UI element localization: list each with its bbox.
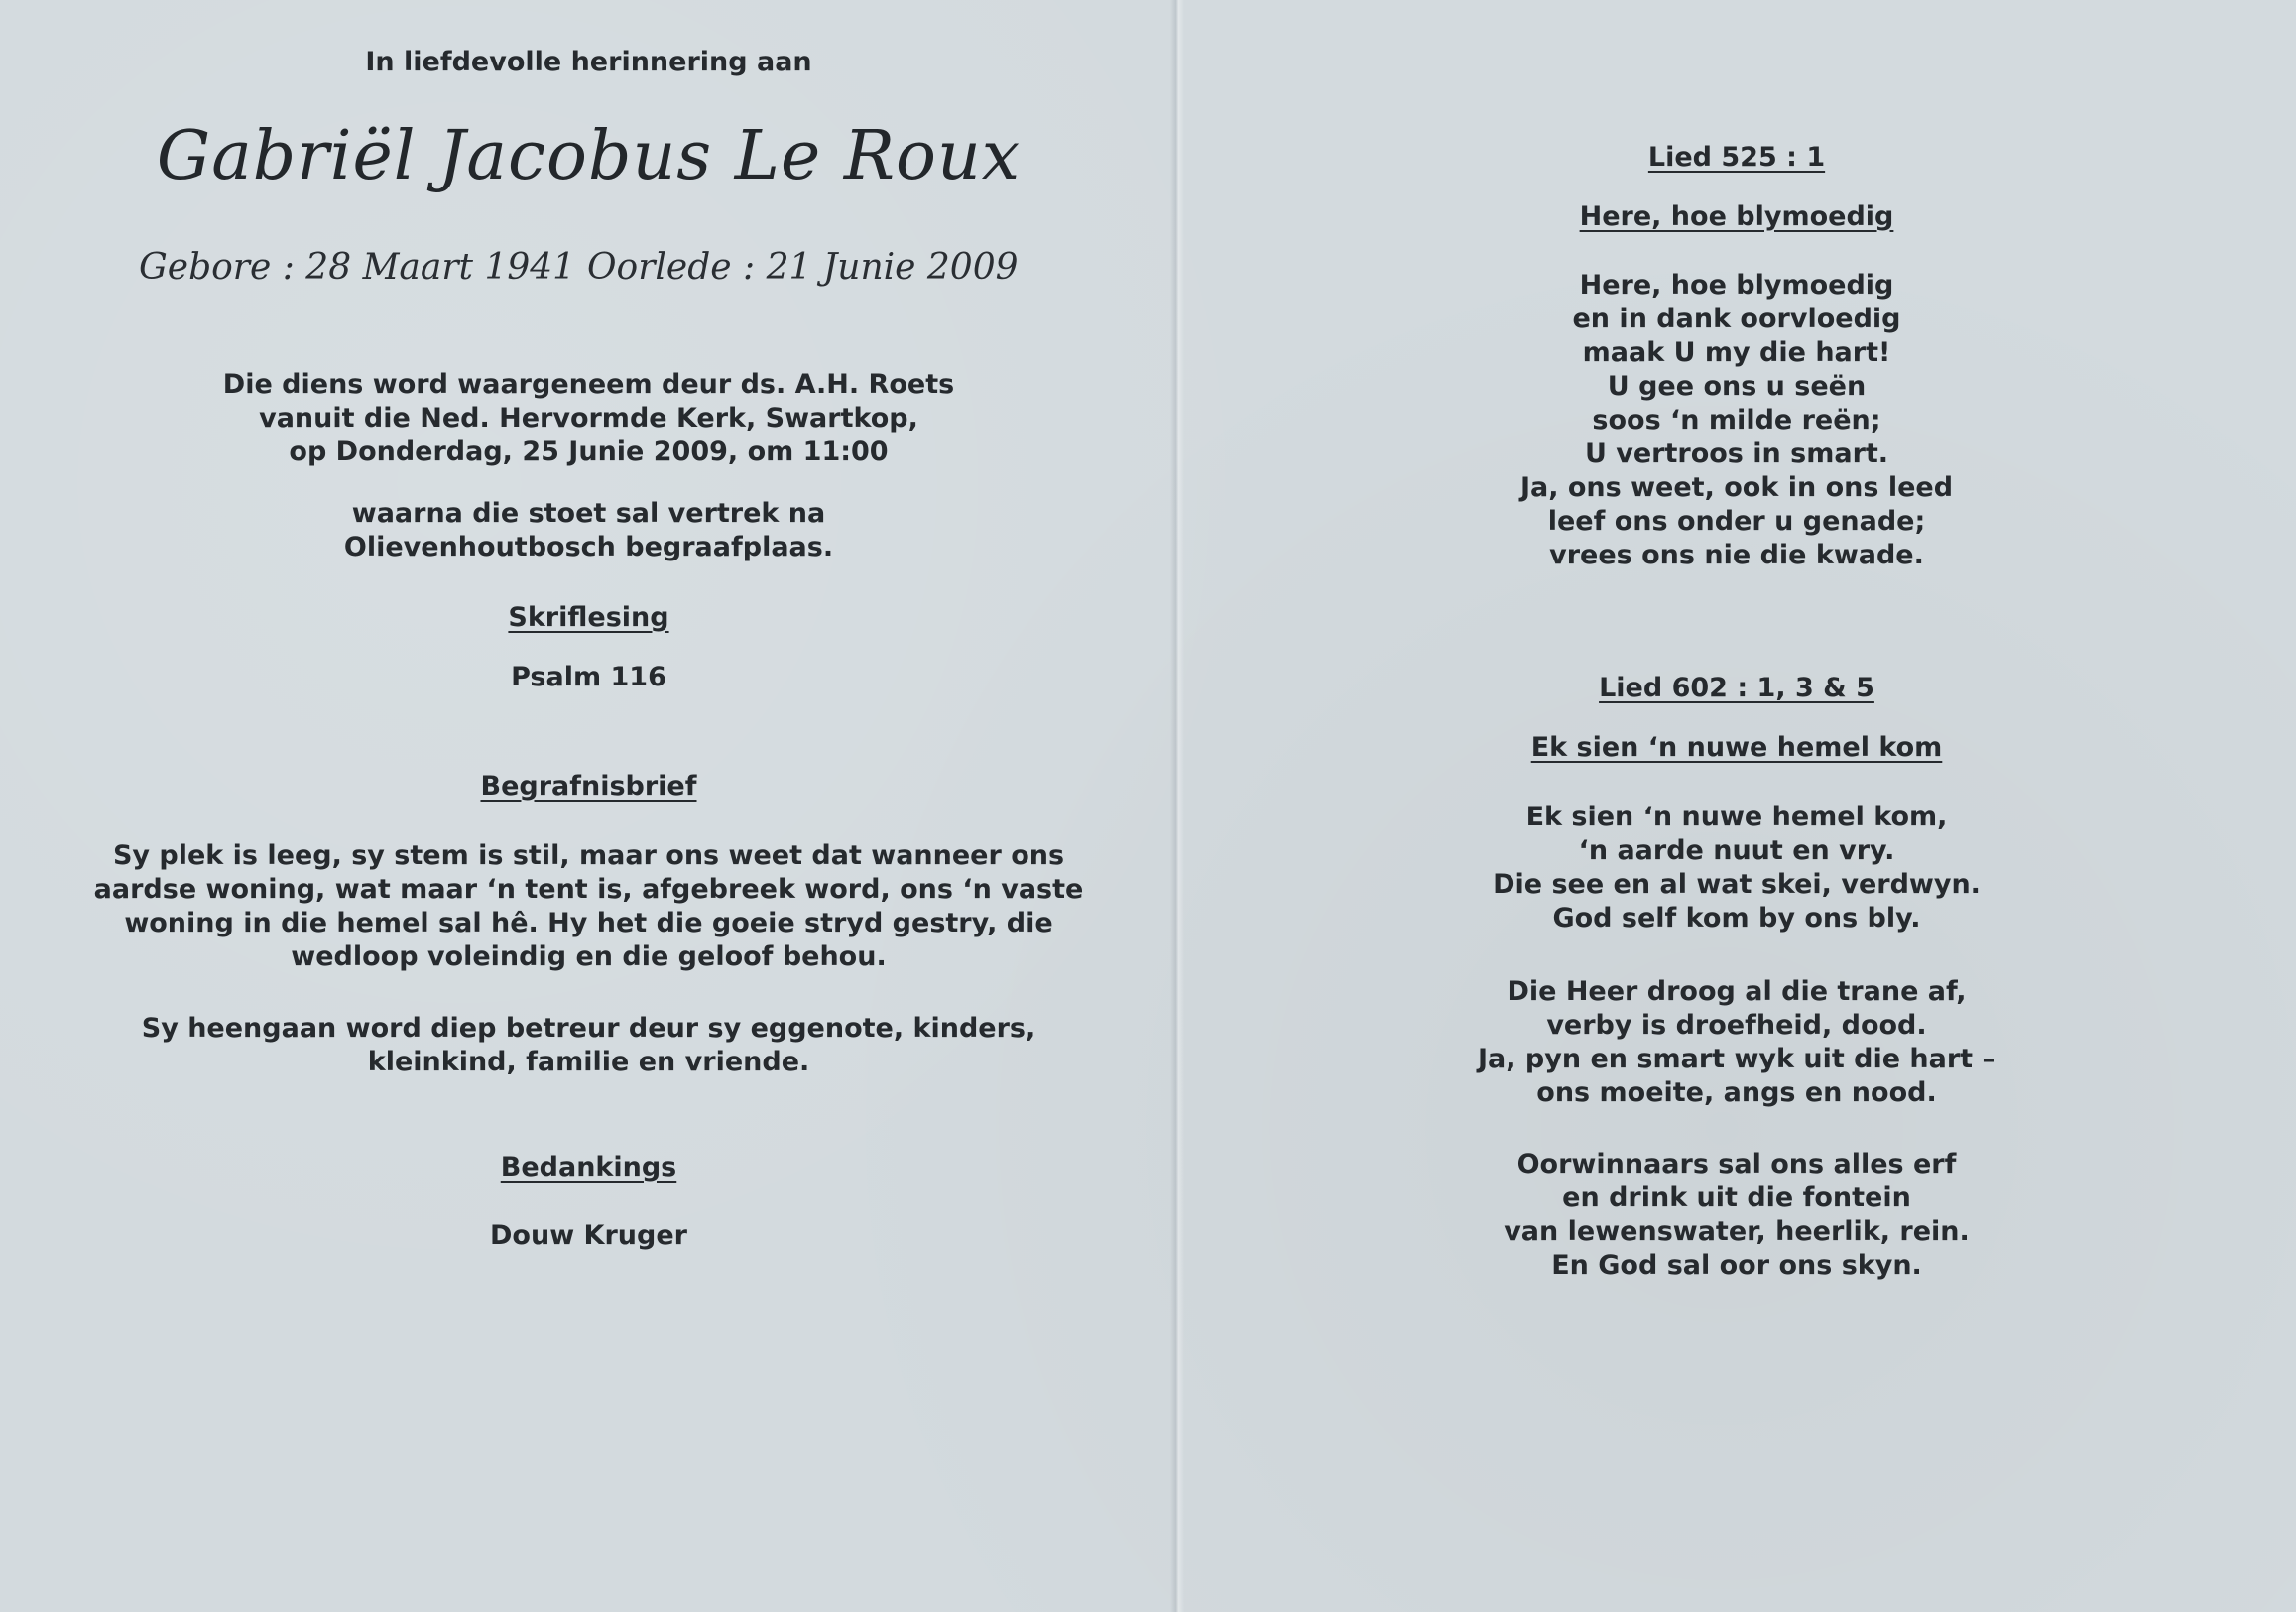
intro-text: In liefdevolle herinnering aan xyxy=(365,47,812,77)
letter-line: Sy plek is leeg, sy stem is stil, maar ons weet dat wanneer ons xyxy=(112,840,1065,871)
hymn-line: maak U my die hart! xyxy=(1582,337,1891,368)
hymn-line: Ek sien ‘n nuwe hemel kom, xyxy=(1525,802,1948,832)
hymn2-verse-1 xyxy=(1177,801,2296,935)
service-line: vanuit die Ned. Hervormde Kerk, Swartkop, xyxy=(259,403,918,434)
procession-line: waarna die stoet sal vertrek na xyxy=(351,498,826,529)
hymn-line: vrees ons nie die kwade. xyxy=(1549,540,1924,570)
hymn-line: soos ‘n milde reën; xyxy=(1592,405,1881,436)
letter-line: woning in die hemel sal hê. Hy het die goeie stryd gestry, die xyxy=(124,908,1053,938)
hymn-line: van lewenswater, heerlik, rein. xyxy=(1504,1216,1970,1247)
procession-details xyxy=(0,497,1177,564)
death-date: Oorlede : 21 Junie 2009 xyxy=(587,247,1019,288)
hymn-line: Ja, ons weet, ook in ons leed xyxy=(1519,472,1954,503)
scan-border xyxy=(0,1612,2296,1619)
mourners-line: Sy heengaan word diep betreur deur sy eggenote, kinders, xyxy=(141,1013,1036,1044)
hymn1-verse xyxy=(1177,269,2296,572)
service-details xyxy=(0,368,1177,469)
hymn1-title: Here, hoe blymoedig xyxy=(1579,201,1894,232)
funeral-letter xyxy=(0,839,1177,974)
mourners-text xyxy=(0,1012,1177,1079)
hymn-line: verby is droefheid, dood. xyxy=(1546,1010,1927,1041)
letter-line: wedloop voleindig en die geloof behou. xyxy=(291,941,887,972)
hymn-line: U vertroos in smart. xyxy=(1584,438,1889,469)
hymn-line: Die see en al wat skei, verdwyn. xyxy=(1493,869,1981,900)
reading-text: Psalm 116 xyxy=(511,662,666,692)
mourners-line: kleinkind, familie en vriende. xyxy=(367,1047,810,1077)
hymn1-number: Lied 525 : 1 xyxy=(1647,142,1826,173)
birth-date: Gebore : 28 Maart 1941 xyxy=(139,247,576,288)
service-line: op Donderdag, 25 Junie 2009, om 11:00 xyxy=(289,436,889,467)
deceased-name: Gabriël Jacobus Le Roux xyxy=(156,117,1022,195)
hymn2-number: Lied 602 : 1, 3 & 5 xyxy=(1599,673,1874,703)
thanks-name: Douw Kruger xyxy=(490,1220,687,1251)
hymn2-verse-5 xyxy=(1177,1148,2296,1283)
hymn-line: ons moeite, angs en nood. xyxy=(1536,1077,1937,1108)
reading-heading: Skriflesing xyxy=(508,602,669,633)
hymn-line: en drink uit die fontein xyxy=(1562,1183,1911,1213)
procession-line: Olievenhoutbosch begraafplaas. xyxy=(343,532,834,562)
hymn-line: God self kom by ons bly. xyxy=(1552,903,1921,934)
hymn-line: ‘n aarde nuut en vry. xyxy=(1578,835,1895,866)
hymn-line: U gee ons u seën xyxy=(1607,371,1867,402)
letter-line: aardse woning, wat maar ‘n tent is, afgebreek word, ons ‘n vaste xyxy=(93,874,1084,905)
thanks-heading: Bedankings xyxy=(500,1152,677,1183)
letter-heading: Begrafnisbrief xyxy=(480,771,697,802)
hymn-line: Die Heer droog al die trane af, xyxy=(1507,976,1967,1007)
hymn-line: Here, hoe blymoedig xyxy=(1579,270,1894,301)
hymn-line: En God sal oor ons skyn. xyxy=(1551,1250,1922,1281)
hymn-line: Ja, pyn en smart wyk uit die hart – xyxy=(1478,1044,1995,1074)
hymn-line: Oorwinnaars sal ons alles erf xyxy=(1516,1149,1957,1180)
service-line: Die diens word waargeneem deur ds. A.H. Roets xyxy=(222,369,955,400)
hymn-line: leef ons onder u genade; xyxy=(1547,506,1926,537)
hymn2-title: Ek sien ‘n nuwe hemel kom xyxy=(1530,732,1943,763)
hymn-line: en in dank oorvloedig xyxy=(1572,304,1901,334)
hymn2-verse-3 xyxy=(1177,975,2296,1110)
